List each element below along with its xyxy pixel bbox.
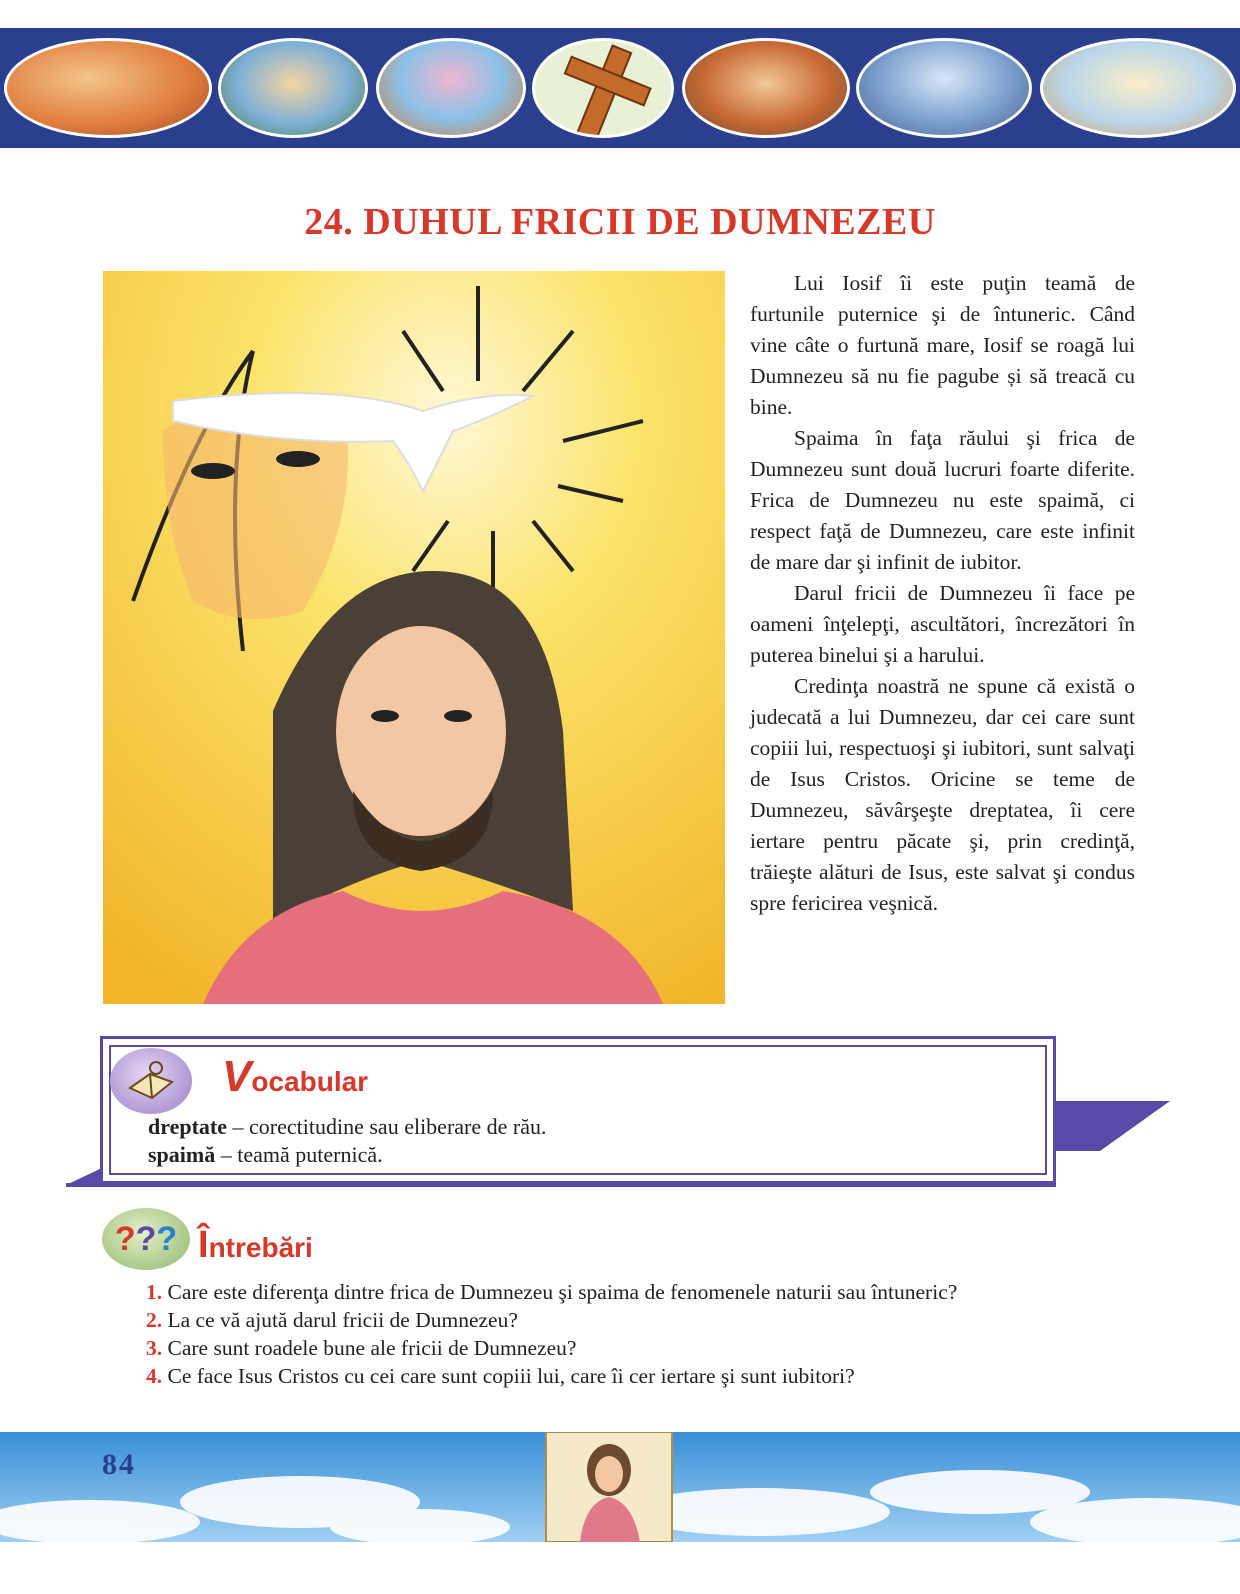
question-text: Ce face Isus Cristos cu cei care sunt copiii lui, care îi cer iertare şi sunt iubitori? bbox=[162, 1364, 855, 1388]
question-number: 4. bbox=[146, 1364, 163, 1388]
story-paragraph: Darul fricii de Dumnezeu îi face pe oameni înţelepţi, ascultători, încrezători în puterea binelui şi a harului. bbox=[750, 581, 1135, 667]
vocab-definition: – teamă puternică. bbox=[215, 1142, 383, 1167]
story-paragraph: Lui Iosif îi este puţin teamă de furtunile puternice şi de întuneric. Când vine câte o furtună mare, Iosif se roagă lui Dumnezeu să nu fie pagube și să treacă cu bine. bbox=[750, 271, 1135, 419]
banner-image-praise bbox=[376, 38, 526, 138]
banner-image-storm bbox=[856, 38, 1032, 138]
story-paragraph: Credinţa noastră ne spune că există o judecată a lui Dumnezeu, dar cei care sunt copiii lui, respectuoşi şi iubitori, sunt salvaţi de Isus Cristos. Oricine se teme de Dumnezeu, săvârşeşte dreptatea, îi cere iertare pentru păcate şi, prin credinţă, trăieşte alături de Isus, este salvat şi condus spre fericirea veşnică. bbox=[750, 674, 1135, 915]
questions-heading-rest: ntrebări bbox=[208, 1232, 313, 1263]
question-item bbox=[102, 1362, 1120, 1390]
banner-image-crowd bbox=[4, 38, 212, 138]
vocab-entry bbox=[148, 1114, 546, 1140]
question-text: La ce vă ajută darul fricii de Dumnezeu? bbox=[162, 1308, 518, 1332]
questions-list bbox=[102, 1278, 1120, 1390]
vocabulary-heading-initial: V bbox=[222, 1052, 252, 1101]
question-item bbox=[102, 1278, 1120, 1306]
vocab-entry bbox=[148, 1142, 383, 1168]
cross-icon bbox=[535, 41, 674, 138]
question-text: Care sunt roadele bune ale fricii de Dumnezeu? bbox=[162, 1336, 577, 1360]
question-number: 2. bbox=[146, 1308, 163, 1332]
footer-sky bbox=[0, 1432, 1240, 1542]
top-banner bbox=[0, 28, 1240, 148]
vocabulary-heading bbox=[222, 1052, 368, 1102]
vocabulary-heading-rest: ocabular bbox=[251, 1066, 369, 1097]
book-icon bbox=[110, 1048, 192, 1114]
banner-image-road bbox=[1040, 38, 1236, 138]
illustration-jesus-holy-spirit bbox=[103, 271, 725, 1004]
vocab-term: dreptate bbox=[148, 1114, 228, 1139]
questions-heading bbox=[198, 1224, 313, 1267]
banner-image-jesus-children bbox=[218, 38, 368, 138]
questions-heading-initial: Î bbox=[198, 1224, 209, 1266]
banner-image-cross bbox=[532, 38, 674, 138]
question-number: 1. bbox=[146, 1280, 163, 1304]
story-paragraph: Spaima în faţa răului şi frica de Dumnezeu sunt două lucruri foarte diferite. Frica de Dumnezeu nu este spaimă, ci respect faţă de Dumnezeu, care este infinit de mare dar şi infinit de iubitor. bbox=[750, 426, 1135, 574]
question-text: Care este diferenţa dintre frica de Dumnezeu şi spaima de fenomenele naturii sau întuneric? bbox=[162, 1280, 958, 1304]
question-marks-icon: ??? bbox=[102, 1208, 190, 1270]
chapter-title: 24. DUHUL FRICII DE DUMNEZEU bbox=[304, 201, 936, 243]
story-text bbox=[750, 268, 1135, 919]
banner-image-supper bbox=[682, 38, 850, 138]
page-number: 84 bbox=[102, 1448, 136, 1481]
vocab-term: spaimă bbox=[148, 1142, 216, 1167]
question-number: 3. bbox=[146, 1336, 163, 1360]
vocab-definition: – corectitudine sau eliberare de rău. bbox=[227, 1114, 547, 1139]
question-item bbox=[102, 1306, 1120, 1334]
question-item bbox=[102, 1334, 1120, 1362]
